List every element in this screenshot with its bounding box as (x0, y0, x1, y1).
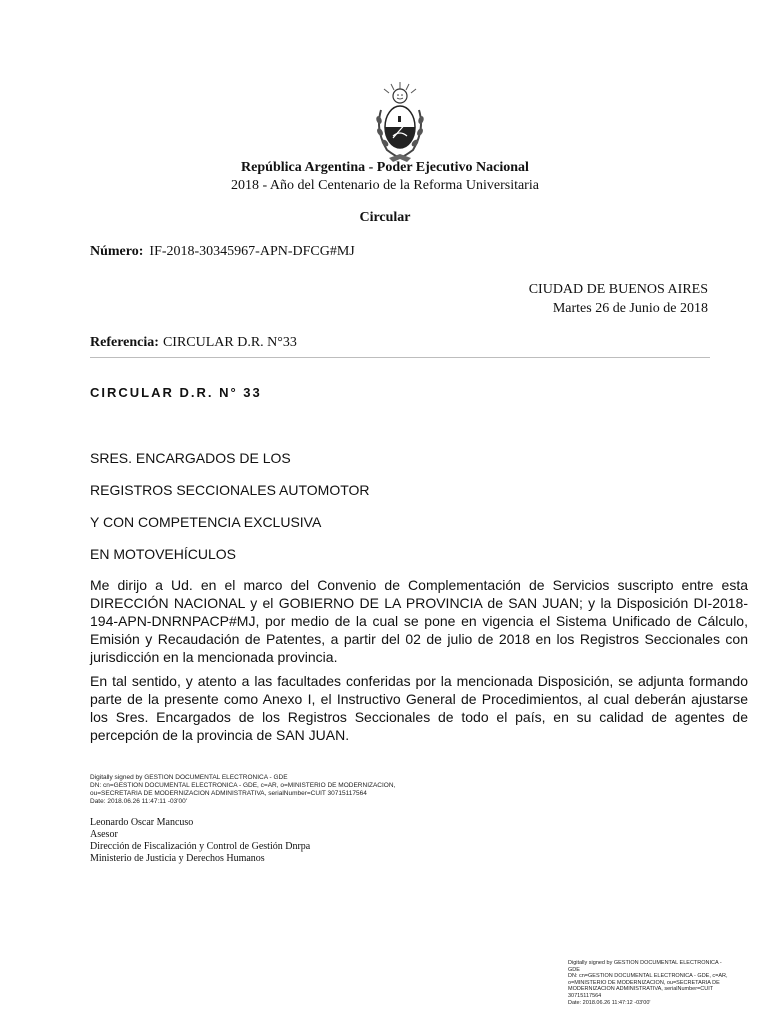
document-number-label: Número: (90, 244, 144, 259)
document-type: Circular (359, 210, 411, 225)
reference-label: Referencia: (90, 335, 159, 350)
government-title: República Argentina - Poder Ejecutivo Nacional (241, 160, 529, 175)
signer-ministry: Ministerio de Justicia y Derechos Humanos (90, 853, 265, 864)
address-line: Y CON COMPETENCIA EXCLUSIVA (90, 514, 322, 530)
signer-department: Dirección de Fiscalización y Control de Gestión Dnrpa (90, 841, 311, 852)
signer-name: Leonardo Oscar Mancuso (90, 817, 194, 828)
stamp-line: Digitally signed by GESTION DOCUMENTAL ELECTRONICA - GDE (90, 774, 288, 781)
body-paragraph: Me dirijo a Ud. en el marco del Convenio de Complementación de Servicios suscripto entre esta DIRECCIÓN NACIONAL y el GOBIERNO DE LA PROVINCIA de SAN JUAN; y la Disposición DI-2018-194-APN-DNRNPACP#MJ, por medio de la cual se pone en vigencia el Sistema Unificado de Cálculo, Emisión y Recaudación de Patentes, a partir del 02 de julio de 2018 en los Registros Seccionales con jurisdicción en la mencionada provincia. (90, 577, 748, 665)
stamp-line: ou=SECRETARIA DE MODERNIZACION ADMINISTRATIVA, serialNumber=CUIT 30715117564 (90, 790, 367, 797)
divider (90, 357, 710, 358)
signer-title: Asesor (90, 829, 118, 840)
address-line: EN MOTOVEHÍCULOS (90, 546, 236, 562)
reference-value: CIRCULAR D.R. N°33 (162, 335, 297, 350)
stamp-line: Digitally signed by GESTION DOCUMENTAL ELECTRONICA - (568, 960, 722, 966)
stamp-line: o=MINISTERIO DE MODERNIZACION, ou=SECRETARIA DE (568, 979, 720, 986)
circular-heading: CIRCULAR D.R. N° 33 (90, 385, 262, 400)
document-number (90, 244, 355, 260)
reference (90, 335, 297, 351)
argentina-coat-of-arms-icon (369, 80, 431, 164)
address-line: REGISTROS SECCIONALES AUTOMOTOR (90, 482, 370, 498)
stamp-line: Date: 2018.06.26 11:47:12 -03'00' (568, 999, 651, 1006)
address-line: SRES. ENCARGADOS DE LOS (90, 450, 291, 466)
digital-signature-stamp (90, 774, 420, 806)
city: CIUDAD DE BUENOS AIRES (528, 282, 708, 297)
date: Martes 26 de Junio de 2018 (552, 301, 708, 316)
footer-signature-stamp (568, 960, 728, 1006)
stamp-line: DN: cn=GESTION DOCUMENTAL ELECTRONICA - GDE, c=AR, (568, 973, 728, 980)
signer-block (90, 817, 310, 865)
year-motto: 2018 - Año del Centenario de la Reforma Universitaria (231, 178, 539, 193)
stamp-line: GDE (568, 966, 580, 973)
body-paragraph: En tal sentido, y atento a las facultades conferidas por la mencionada Disposición, se adjunta formando parte de la presente como Anexo I, el Instructivo General de Procedimientos, al cual deberán ajustarse los Sres. Encargados de los Registros Seccionales de todo el país, en su calidad de agentes de percepción de la provincia de SAN JUAN. (90, 673, 748, 743)
stamp-line: Date: 2018.06.26 11:47:11 -03'00' (90, 798, 187, 805)
stamp-line: 30715117564 (568, 992, 602, 999)
document-number-value: IF-2018-30345967-APN-DFCG#MJ (149, 244, 355, 259)
stamp-line: MODERNIZACION ADMINISTRATIVA, serialNumber=CUIT (568, 986, 714, 993)
stamp-line: DN: cn=GESTION DOCUMENTAL ELECTRONICA - GDE, c=AR, o=MINISTERIO DE MODERNIZACION, (90, 782, 396, 789)
